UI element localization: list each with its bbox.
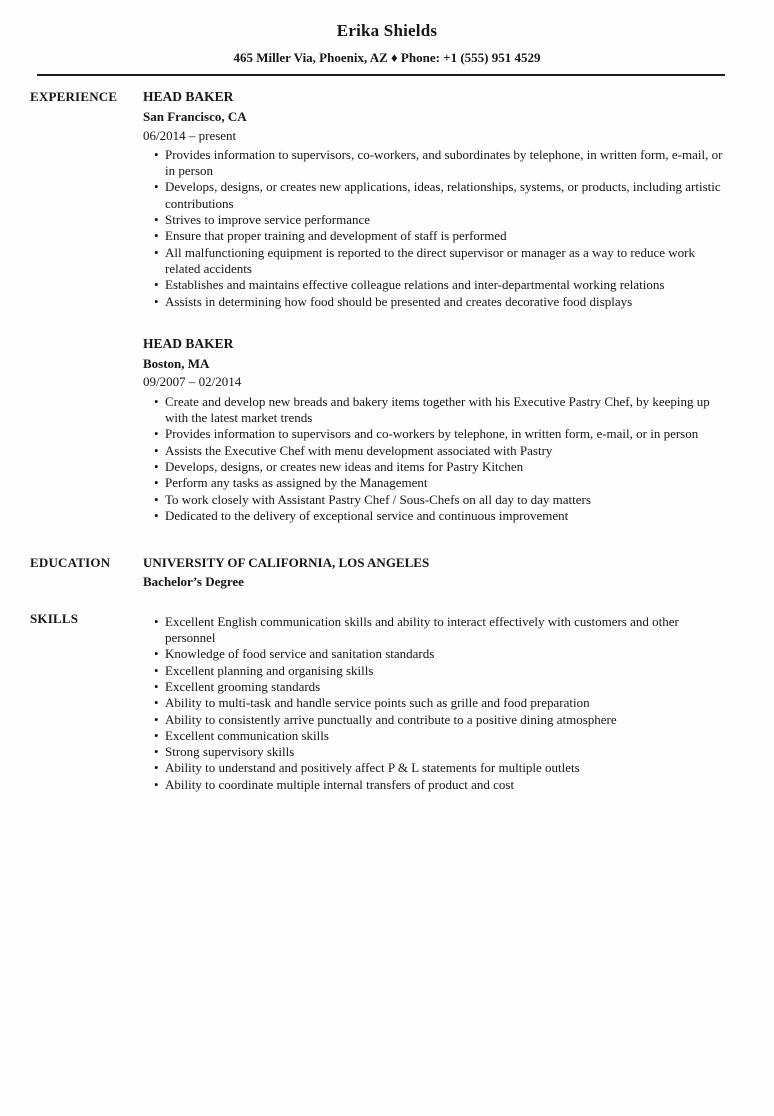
school-name: UNIVERSITY OF CALIFORNIA, LOS ANGELES [143, 555, 430, 571]
skill-text: Ability to consistently arrive punctually and contribute to a positive dining atmosphere [165, 711, 617, 727]
job-title: HEAD BAKER [143, 89, 234, 104]
job-location: Boston, MA [143, 356, 210, 372]
skill-item [143, 712, 732, 728]
skill-text: Excellent planning and organising skills [165, 662, 374, 678]
bullet-item [143, 228, 732, 244]
bullet-item [143, 426, 732, 442]
job-bullets [143, 147, 732, 310]
bullet-text: Develops, designs, or creates new applications, ideas, relationships, systems, or products, including artistic contributions [165, 179, 721, 211]
skill-text: Ability to understand and positively affect P & L statements for multiple outlets [165, 760, 580, 776]
job-entry-2 [143, 336, 732, 524]
bullet-item [143, 294, 732, 310]
section-label-education: EDUCATION [30, 555, 111, 571]
bullet-text: Perform any tasks as assigned by the Management [165, 475, 428, 491]
skill-text: Knowledge of food service and sanitation standards [165, 646, 435, 662]
skill-text: Excellent English communication skills and ability to interact effectively with customers and other personnel [165, 613, 679, 646]
section-skills [30, 611, 732, 793]
bullet-item [143, 443, 732, 459]
job-dates: 06/2014 – present [143, 127, 237, 143]
skill-text: Ability to coordinate multiple internal transfers of product and cost [165, 776, 515, 792]
bullet-text: Ensure that proper training and development of staff is performed [165, 228, 507, 244]
skill-item [143, 646, 732, 662]
bullet-item [143, 492, 732, 508]
experience-content [143, 89, 732, 524]
bullet-text: Assists the Executive Chef with menu development associated with Pastry [165, 442, 553, 458]
bullet-text: Dedicated to the delivery of exceptional service and continuous improvement [165, 507, 569, 523]
skills-content [143, 611, 732, 793]
skill-item [143, 777, 732, 793]
skill-item [143, 614, 732, 647]
section-experience [30, 89, 732, 524]
job-bullets [143, 394, 732, 524]
bullet-item [143, 147, 732, 180]
bullet-item [143, 508, 732, 524]
bullet-item [143, 212, 732, 228]
degree-name: Bachelor’s Degree [143, 574, 244, 590]
bullet-text: Develops, designs, or creates new ideas and items for Pastry Kitchen [165, 458, 524, 474]
education-content [143, 555, 732, 591]
job-dates: 09/2007 – 02/2014 [143, 374, 242, 390]
skill-item [143, 695, 732, 711]
bullet-text: Create and develop new breads and bakery items together with his Executive Pastry Chef, by keeping up with the latest market trends [165, 393, 710, 426]
skill-text: Ability to multi-task and handle service points such as grille and food preparation [165, 695, 590, 711]
candidate-name: Erika Shields [336, 21, 438, 40]
skill-text: Excellent grooming standards [165, 678, 321, 694]
skill-item [143, 744, 732, 760]
bullet-item [143, 179, 732, 212]
contact-info: 465 Miller Via, Phoenix, AZ ♦ Phone: +1 (555) 951 4529 [233, 50, 541, 65]
bullet-text: Assists in determining how food should be presented and creates decorative food displays [165, 293, 633, 309]
bullet-item [143, 245, 732, 278]
bullet-text: Strives to improve service performance [165, 212, 371, 228]
bullet-text: Provides information to supervisors and co-workers by telephone, in written form, e-mail, or in person [165, 426, 699, 442]
skill-text: Excellent communication skills [165, 727, 329, 743]
skill-item [143, 663, 732, 679]
section-label-experience: EXPERIENCE [30, 89, 118, 104]
bullet-text: All malfunctioning equipment is reported to the direct supervisor or manager as a way to reduce work related accidents [165, 244, 695, 276]
bullet-item [143, 475, 732, 491]
bullet-text: To work closely with Assistant Pastry Chef / Sous-Chefs on all day to day matters [165, 491, 591, 507]
job-title: HEAD BAKER [143, 335, 234, 351]
bullet-item [143, 459, 732, 475]
bullet-item [143, 394, 732, 427]
resume-body [0, 89, 774, 793]
skills-list [143, 614, 732, 793]
skill-item [143, 760, 732, 776]
skill-text: Strong supervisory skills [165, 744, 295, 760]
bullet-text: Establishes and maintains effective colleague relations and inter-departmental working relations [165, 277, 665, 293]
job-location: San Francisco, CA [143, 109, 247, 125]
skill-item [143, 679, 732, 695]
resume-header [0, 0, 774, 76]
section-education [30, 555, 732, 591]
bullet-text: Provides information to supervisors, co-workers, and subordinates by telephone, in written form, e-mail, or in person [165, 146, 723, 179]
skill-item [143, 728, 732, 744]
header-divider [37, 74, 725, 76]
section-label-skills: SKILLS [30, 610, 79, 626]
bullet-item [143, 277, 732, 293]
job-entry-1 [143, 89, 732, 310]
